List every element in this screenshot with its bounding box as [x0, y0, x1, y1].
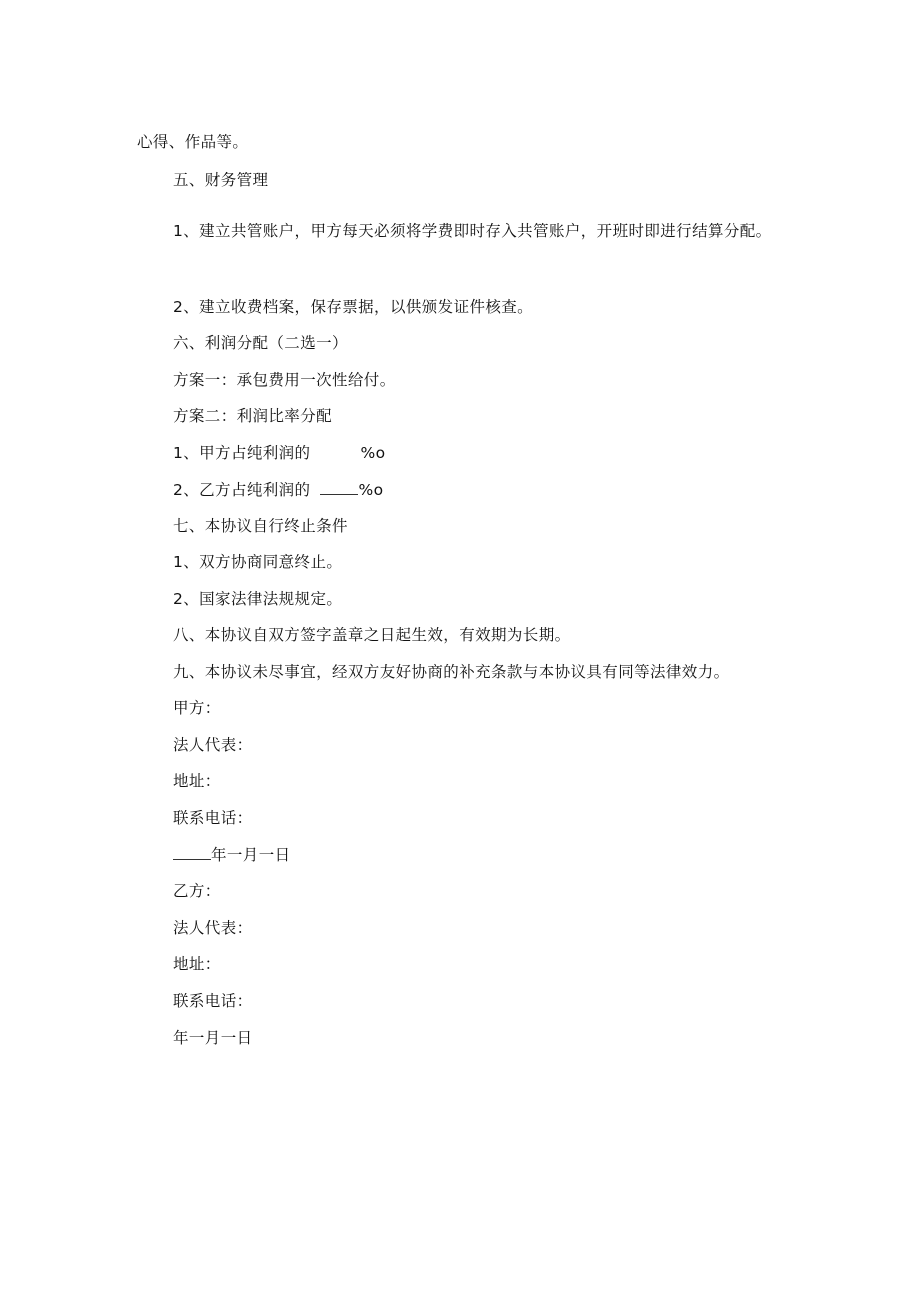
plan-1: 方案一：承包费用一次性给付。: [173, 371, 396, 389]
section-6-heading: 六、利润分配（二选一）: [173, 334, 348, 352]
section-9: 九、本协议未尽事宜，经双方友好协商的补充条款与本协议具有同等法律效力。: [173, 663, 730, 681]
clause-5-1: 1、建立共管账户，甲方每天必须将学费即时存入共管账户，开班时即进行结算分配。: [173, 222, 772, 240]
clause-6-1-label: 1、甲方占纯利润的: [173, 444, 311, 462]
party-a-date-text: 年一月一日: [211, 846, 291, 864]
party-b-address: 地址：: [173, 955, 221, 973]
clause-6-2-label: 2、乙方占纯利润的: [173, 481, 311, 499]
party-a-label: 甲方：: [173, 699, 221, 717]
clause-6-1: [173, 443, 385, 463]
party-b-date: 年一月一日: [173, 1029, 253, 1047]
section-7-heading: 七、本协议自行终止条件: [173, 517, 348, 535]
section-8: 八、本协议自双方签字盖章之日起生效，有效期为长期。: [173, 626, 571, 644]
plan-2: 方案二：利润比率分配: [173, 407, 333, 425]
clause-7-1: 1、双方协商同意终止。: [173, 553, 343, 571]
party-a-representative: 法人代表：: [173, 736, 253, 754]
clause-6-1-unit: %o: [360, 444, 386, 462]
party-b-representative: 法人代表：: [173, 919, 253, 937]
party-b-label: 乙方：: [173, 882, 221, 900]
party-a-phone: 联系电话：: [173, 809, 253, 827]
clause-6-2: [173, 480, 383, 500]
section-5-heading: 五、财务管理: [173, 171, 269, 189]
continuation-line: 心得、作品等。: [137, 133, 249, 151]
party-b-phone: 联系电话：: [173, 992, 253, 1010]
fill-in-blank: [320, 480, 358, 495]
clause-5-2: 2、建立收费档案，保存票据，以供颁发证件核查。: [173, 298, 534, 316]
party-a-address: 地址：: [173, 772, 221, 790]
party-a-date: [173, 845, 291, 865]
clause-6-2-unit: %o: [358, 481, 384, 499]
date-year-blank: [173, 845, 211, 860]
clause-7-2: 2、国家法律法规规定。: [173, 590, 343, 608]
